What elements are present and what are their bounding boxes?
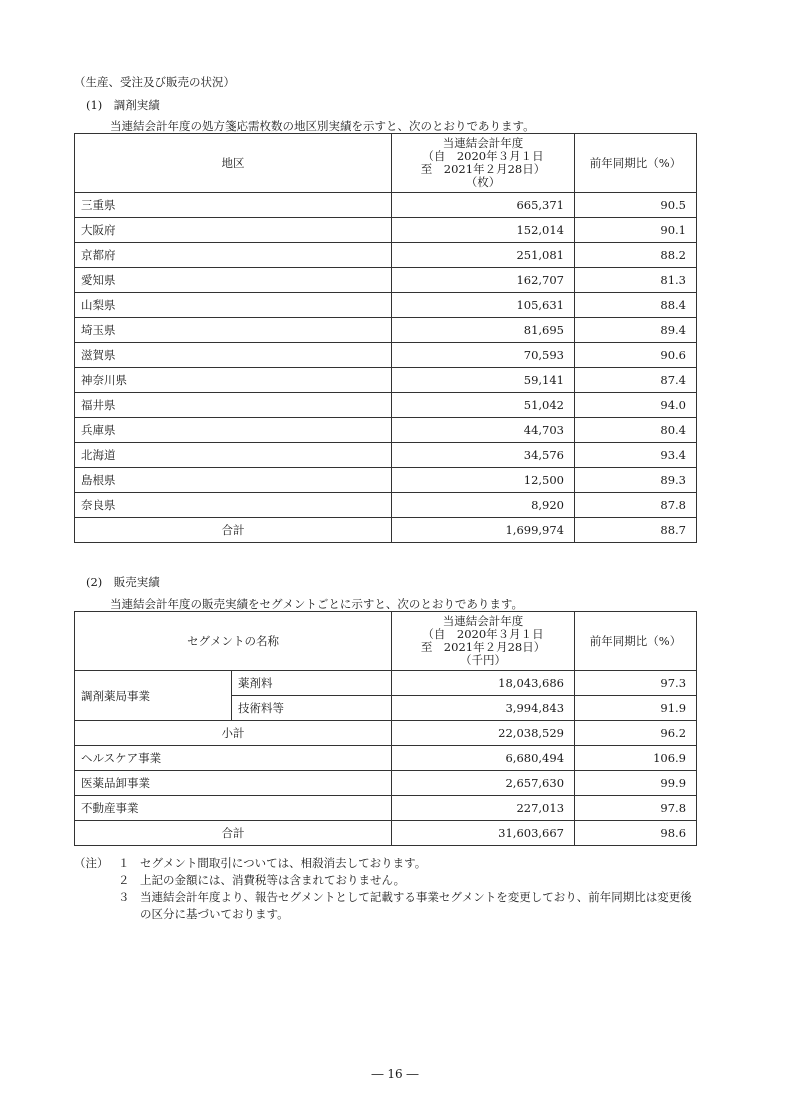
table-row — [75, 493, 697, 518]
notes-prefix: （注） — [74, 856, 109, 870]
subtotal-yoy: 96.2 — [575, 721, 697, 746]
yoy-cell: 90.6 — [575, 343, 697, 368]
value-cell: 665,371 — [392, 193, 575, 218]
note-number: １ — [118, 856, 130, 870]
region-cell: 埼玉県 — [75, 318, 392, 343]
table-row — [75, 393, 697, 418]
yoy-cell: 99.9 — [575, 771, 697, 796]
table-header-row — [75, 612, 697, 671]
subtotal-row — [75, 721, 697, 746]
table-row — [75, 746, 697, 771]
yoy-cell: 81.3 — [575, 268, 697, 293]
yoy-cell: 89.4 — [575, 318, 697, 343]
region-cell: 愛知県 — [75, 268, 392, 293]
value-cell: 105,631 — [392, 293, 575, 318]
table-row — [75, 193, 697, 218]
region-cell: 福井県 — [75, 393, 392, 418]
total-yoy: 88.7 — [575, 518, 697, 543]
region-cell: 奈良県 — [75, 493, 392, 518]
region-cell: 大阪府 — [75, 218, 392, 243]
table-row — [75, 796, 697, 821]
section-title: （生産、受注及び販売の状況） — [74, 75, 235, 89]
yoy-cell: 80.4 — [575, 418, 697, 443]
sub-segment-label: 薬剤料 — [232, 671, 392, 696]
note-number: ３ — [118, 890, 130, 904]
table-row — [75, 468, 697, 493]
region-cell: 京都府 — [75, 243, 392, 268]
table-row — [75, 343, 697, 368]
segment-name-dispensing: 調剤薬局事業 — [75, 671, 232, 721]
col-header-yoy: 前年同期比（%） — [575, 612, 697, 671]
table-row — [75, 443, 697, 468]
section2-heading: (2) 販売実績 — [86, 575, 160, 589]
note-1: セグメント間取引については、相殺消去しております。 — [140, 856, 427, 870]
value-cell: 162,707 — [392, 268, 575, 293]
yoy-cell: 97.8 — [575, 796, 697, 821]
value-cell: 6,680,494 — [392, 746, 575, 771]
table-row — [75, 368, 697, 393]
sub-segment-label: 技術料等 — [232, 696, 392, 721]
value-cell: 8,920 — [392, 493, 575, 518]
col-header-yoy: 前年同期比（%） — [575, 134, 697, 193]
section1-intro: 当連結会計年度の処方箋応需枚数の地区別実績を示すと、次のとおりであります。 — [110, 119, 535, 133]
yoy-cell: 93.4 — [575, 443, 697, 468]
yoy-cell: 87.8 — [575, 493, 697, 518]
value-cell: 44,703 — [392, 418, 575, 443]
note-3-continuation: の区分に基づいております。 — [140, 907, 289, 921]
section1-heading: (1) 調剤実績 — [86, 98, 160, 112]
segment-name: 医薬品卸事業 — [75, 771, 392, 796]
yoy-cell: 88.2 — [575, 243, 697, 268]
table-row — [75, 318, 697, 343]
total-row — [75, 518, 697, 543]
value-cell: 59,141 — [392, 368, 575, 393]
value-cell: 227,013 — [392, 796, 575, 821]
note-number: ２ — [118, 873, 130, 887]
yoy-cell: 91.9 — [575, 696, 697, 721]
total-yoy: 98.6 — [575, 821, 697, 846]
table-row — [75, 671, 697, 696]
table-row — [75, 268, 697, 293]
segment-name: ヘルスケア事業 — [75, 746, 392, 771]
region-cell: 島根県 — [75, 468, 392, 493]
value-cell: 152,014 — [392, 218, 575, 243]
yoy-cell: 97.3 — [575, 671, 697, 696]
sales-results-table — [74, 611, 697, 846]
total-label: 合計 — [75, 518, 392, 543]
table-row — [75, 771, 697, 796]
yoy-cell: 89.3 — [575, 468, 697, 493]
value-cell: 2,657,630 — [392, 771, 575, 796]
yoy-cell: 94.0 — [575, 393, 697, 418]
table-row — [75, 218, 697, 243]
region-cell: 兵庫県 — [75, 418, 392, 443]
total-label: 合計 — [75, 821, 392, 846]
table-row — [75, 243, 697, 268]
page-number: ― 16 ― — [371, 1067, 419, 1081]
value-cell: 251,081 — [392, 243, 575, 268]
table-row — [75, 418, 697, 443]
value-cell: 12,500 — [392, 468, 575, 493]
total-value: 31,603,667 — [392, 821, 575, 846]
value-cell: 3,994,843 — [392, 696, 575, 721]
value-cell: 81,695 — [392, 318, 575, 343]
region-cell: 山梨県 — [75, 293, 392, 318]
table-header-row — [75, 134, 697, 193]
region-cell: 滋賀県 — [75, 343, 392, 368]
table-row — [75, 293, 697, 318]
value-cell: 70,593 — [392, 343, 575, 368]
total-value: 1,699,974 — [392, 518, 575, 543]
region-cell: 三重県 — [75, 193, 392, 218]
col-header-period: 当連結会計年度 （自 2020年３月１日 至 2021年２月28日） （枚） — [392, 134, 575, 193]
yoy-cell: 88.4 — [575, 293, 697, 318]
yoy-cell: 106.9 — [575, 746, 697, 771]
value-cell: 34,576 — [392, 443, 575, 468]
region-cell: 北海道 — [75, 443, 392, 468]
col-header-period: 当連結会計年度 （自 2020年３月１日 至 2021年２月28日） （千円） — [392, 612, 575, 671]
dispensing-results-table — [74, 133, 697, 543]
note-3: 当連結会計年度より、報告セグメントとして記載する事業セグメントを変更しており、前年同期比は変更後 — [140, 890, 692, 904]
subtotal-label: 小計 — [75, 721, 392, 746]
value-cell: 51,042 — [392, 393, 575, 418]
region-cell: 神奈川県 — [75, 368, 392, 393]
yoy-cell: 87.4 — [575, 368, 697, 393]
subtotal-value: 22,038,529 — [392, 721, 575, 746]
segment-name: 不動産事業 — [75, 796, 392, 821]
yoy-cell: 90.5 — [575, 193, 697, 218]
total-row — [75, 821, 697, 846]
col-header-region: 地区 — [75, 134, 392, 193]
section2-intro: 当連結会計年度の販売実績をセグメントごとに示すと、次のとおりであります。 — [110, 597, 523, 611]
col-header-segment: セグメントの名称 — [75, 612, 392, 671]
yoy-cell: 90.1 — [575, 218, 697, 243]
value-cell: 18,043,686 — [392, 671, 575, 696]
note-2: 上記の金額には、消費税等は含まれておりません。 — [140, 873, 406, 887]
